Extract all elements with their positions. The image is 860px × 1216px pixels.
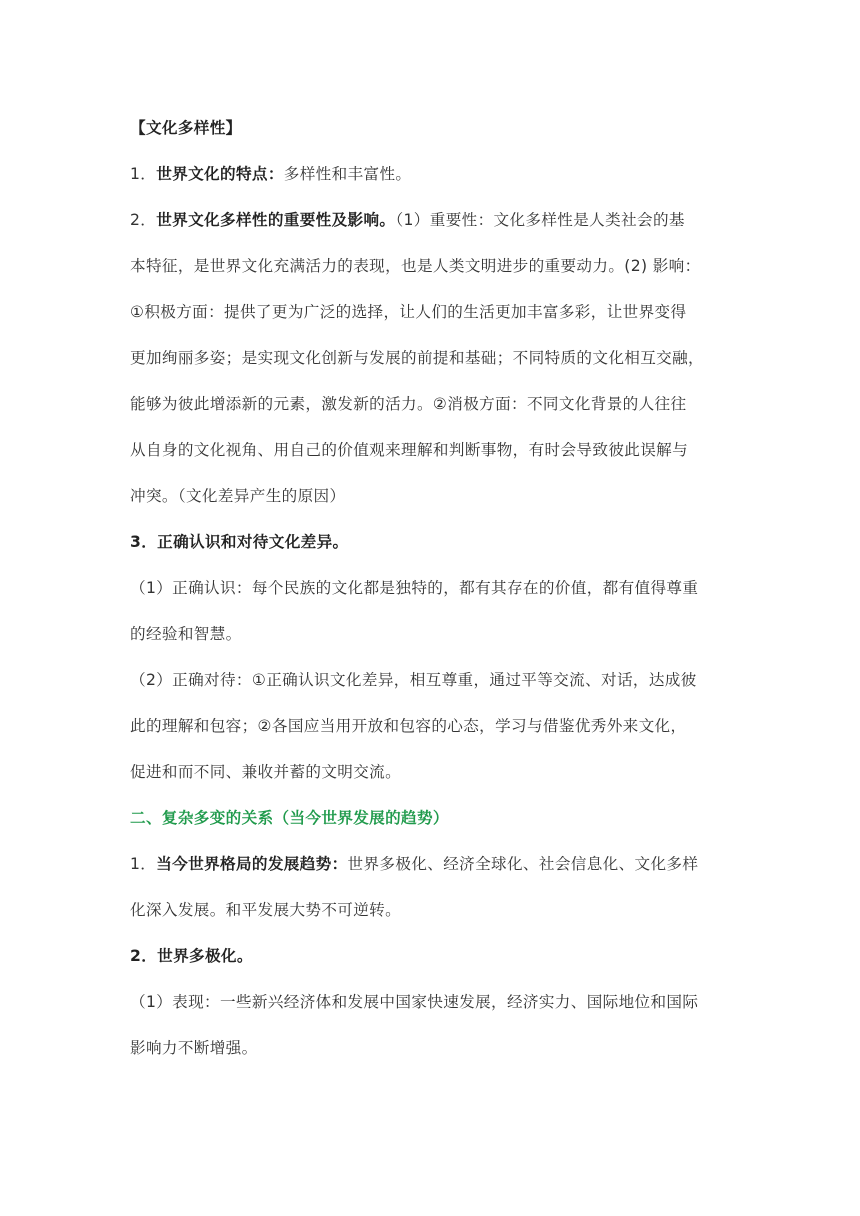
line-text: 促进和而不同、兼收并蓄的文明交流。	[130, 763, 402, 781]
line-text: 更加绚丽多姿；是实现文化创新与发展的前提和基础；不同特质的文化相互交融，	[130, 349, 704, 367]
section-heading-complex-relations	[130, 800, 449, 836]
item-number: 2．	[130, 211, 157, 229]
line-text: （1）表现：一些新兴经济体和发展中国家快速发展，经济实力、国际地位和国际	[130, 993, 699, 1011]
line-text: 的经验和智慧。	[130, 625, 242, 643]
paragraph-line	[130, 616, 242, 652]
paragraph-line	[130, 386, 686, 422]
item-text: （1）重要性：文化多样性是人类社会的基	[395, 211, 685, 229]
item-text: 多样性和丰富性。	[283, 165, 412, 183]
item-title: 世界文化多样性的重要性及影响。	[156, 211, 396, 229]
paragraph-line	[130, 984, 698, 1020]
paragraph-line	[130, 892, 401, 928]
paragraph-line	[130, 202, 685, 238]
paragraph-line	[130, 754, 401, 790]
subheading-text: 3．正确认识和对待文化差异。	[130, 533, 349, 551]
paragraph-line	[130, 478, 345, 514]
item-number: 1．	[130, 165, 157, 183]
paragraph-line	[130, 708, 686, 744]
paragraph-line	[130, 662, 697, 698]
line-text: 本特征，是世界文化充满活力的表现，也是人类文明进步的重要动力。(2) 影响：	[130, 257, 701, 275]
line-text: （1）正确认识：每个民族的文化都是独特的，都有其存在的价值，都有值得尊重	[130, 579, 699, 597]
subheading-line	[130, 524, 348, 560]
item-text: 世界多极化、经济全球化、社会信息化、文化多样	[347, 855, 699, 873]
line-text: 从自身的文化视角、用自己的价值观来理解和判断事物，有时会导致彼此误解与	[130, 441, 689, 459]
paragraph-line	[130, 846, 698, 882]
paragraph-line	[130, 570, 698, 606]
line-text: （2）正确对待：①正确认识文化差异，相互尊重，通过平等交流、对话，达成彼	[130, 671, 697, 689]
line-text: 冲突。（文化差异产生的原因）	[130, 487, 346, 505]
line-text: 化深入发展。和平发展大势不可逆转。	[130, 901, 402, 919]
section-heading-cultural-diversity	[130, 110, 242, 146]
subheading-line	[130, 938, 253, 974]
item-title: 世界文化的特点：	[156, 165, 284, 183]
item-title: 当今世界格局的发展趋势：	[156, 855, 348, 873]
paragraph-line	[130, 248, 701, 284]
paragraph-line	[130, 294, 686, 330]
paragraph-line	[130, 340, 704, 376]
item-number: 1．	[130, 855, 157, 873]
line-text: 影响力不断增强。	[130, 1039, 258, 1057]
line-text: ①积极方面：提供了更为广泛的选择，让人们的生活更加丰富多彩，让世界变得	[130, 303, 687, 321]
section-heading-text: 二、复杂多变的关系（当今世界发展的趋势）	[130, 809, 449, 827]
heading-text: 【文化多样性】	[130, 119, 242, 137]
paragraph-line	[130, 156, 411, 192]
line-text: 能够为彼此增添新的元素，激发新的活力。②消极方面：不同文化背景的人往往	[130, 395, 687, 413]
subheading-text: 2．世界多极化。	[130, 947, 253, 965]
paragraph-line	[130, 432, 688, 468]
paragraph-line	[130, 1030, 258, 1066]
line-text: 此的理解和包容；②各国应当用开放和包容的心态，学习与借鉴优秀外来文化，	[130, 717, 687, 735]
